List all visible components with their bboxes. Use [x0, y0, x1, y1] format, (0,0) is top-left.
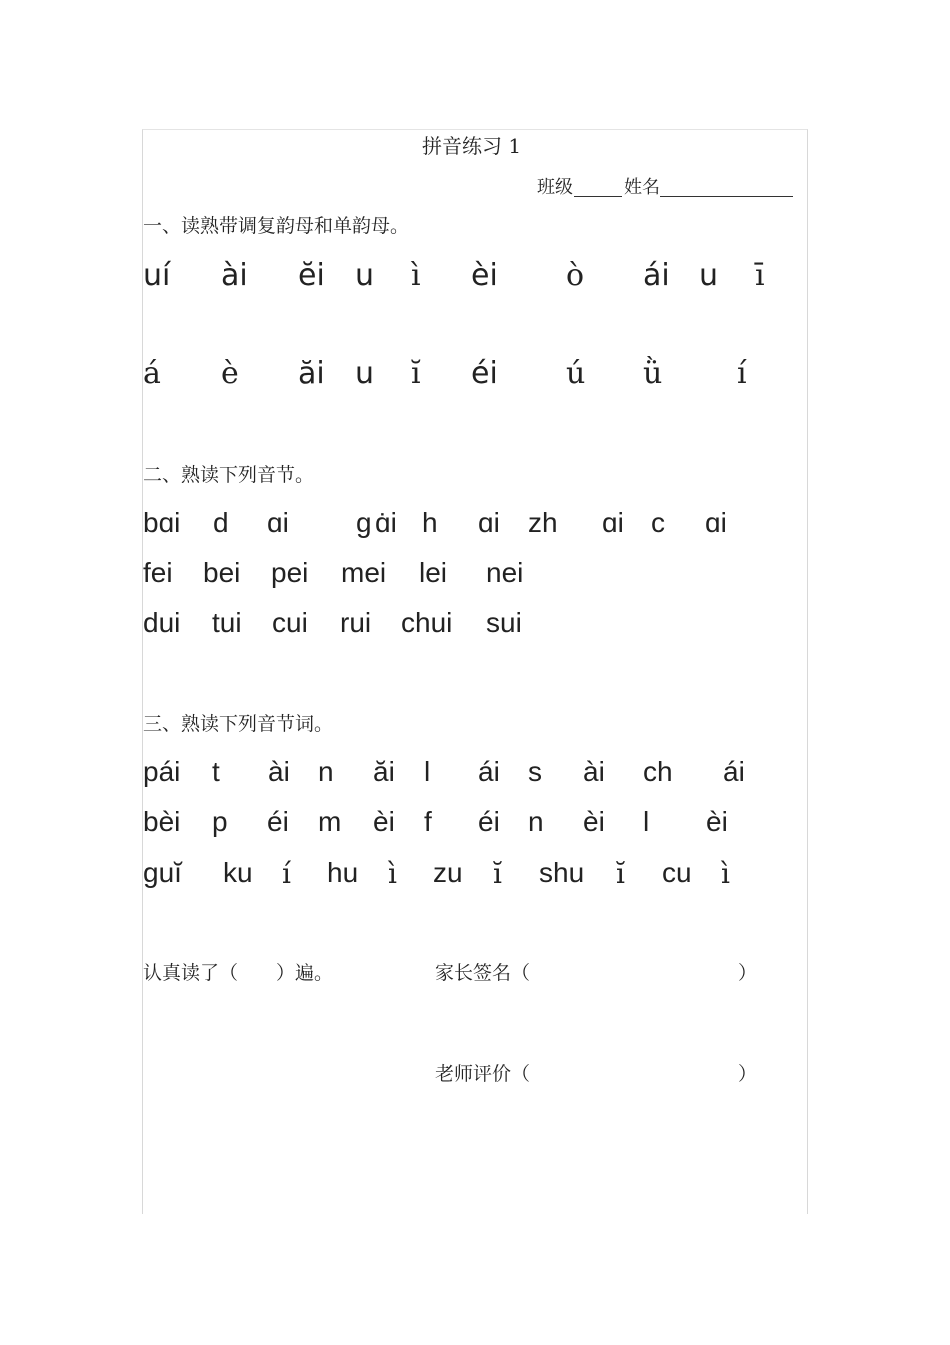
section2-heading: 二、熟读下列音节。 [143, 464, 315, 486]
word-item: ch [643, 756, 673, 787]
word-item: èi [706, 806, 728, 837]
teacher-eval-close: ） [738, 1063, 758, 1085]
section1-row2 [143, 356, 803, 400]
syllable-item: h [422, 507, 438, 538]
syllable-item: rui [340, 607, 372, 638]
pinyin-item: á [143, 356, 161, 391]
word-item: shu [539, 857, 585, 888]
name-label: 姓名 [624, 177, 660, 198]
pinyin-item: èi [471, 258, 498, 293]
pinyin-item: u [699, 258, 719, 293]
syllable-item: ɑi [705, 507, 727, 538]
word-item: éi [267, 806, 289, 837]
section1-row1 [143, 258, 803, 302]
word-item: pái [143, 756, 181, 787]
pinyin-item: ú [566, 356, 586, 391]
word-item: ì [721, 857, 730, 890]
section3-row3 [143, 857, 803, 901]
word-item: ăi [373, 756, 395, 787]
pinyin-item: ì [411, 258, 421, 293]
syllable-item: bei [203, 557, 241, 588]
syllable-item: ɑi [602, 507, 624, 538]
word-item: ái [723, 756, 745, 787]
class-label: 班级 [537, 177, 573, 198]
pinyin-item: ài [221, 258, 248, 293]
parent-sign-label: 家长签名（ [435, 962, 531, 984]
word-item: l [643, 806, 650, 837]
syllable-item: fei [143, 557, 173, 588]
syllable-item: dui [143, 607, 181, 638]
word-item: ku [223, 857, 253, 888]
teacher-eval-label: 老师评价（ [435, 1063, 531, 1085]
word-item: ĭ [493, 857, 502, 890]
syllable-item: sui [486, 607, 522, 638]
pinyin-item: í [737, 356, 747, 391]
pinyin-item: ăi [298, 356, 325, 391]
pinyin-item: ĭ [411, 356, 421, 391]
pinyin-item: uí [143, 258, 171, 293]
word-item: s [528, 756, 542, 787]
section1-heading: 一、读熟带调复韵母和单韵母。 [143, 215, 410, 237]
word-item: n [528, 806, 544, 837]
word-item: ĭ [616, 857, 625, 890]
syllable-item: zh [528, 507, 558, 538]
syllable-item: chui [401, 607, 453, 638]
word-item: p [212, 806, 228, 837]
name-blank-line [660, 196, 793, 197]
word-item: f [424, 806, 432, 837]
word-item: ài [583, 756, 605, 787]
word-item: ái [478, 756, 500, 787]
syllable-item: d [213, 507, 229, 538]
syllable-item: ɑi [478, 507, 500, 538]
word-item: t [212, 756, 220, 787]
pinyin-item: è [221, 356, 239, 391]
syllable-item: ɑ̇i [375, 507, 397, 538]
pinyin-item: u [355, 356, 375, 391]
syllable-item: mei [341, 557, 387, 588]
syllable-item: tui [212, 607, 242, 638]
pinyin-item: ǜ [643, 356, 663, 391]
word-item: í [282, 857, 291, 890]
word-item: zu [433, 857, 463, 888]
word-item: èi [583, 806, 605, 837]
read-times-field[interactable]: 认真读了（ ）遍。 [143, 962, 334, 984]
word-item: éi [478, 806, 500, 837]
syllable-item: g [356, 507, 372, 538]
syllable-item: lei [419, 557, 448, 588]
pinyin-item: ò [566, 258, 585, 293]
word-item: ì [388, 857, 397, 890]
word-item: n [318, 756, 334, 787]
syllable-item: c [651, 507, 665, 538]
syllable-item: ɑi [267, 507, 289, 538]
section2-row3 [143, 607, 803, 651]
word-item: bèi [143, 806, 181, 837]
pinyin-item: u [355, 258, 375, 293]
word-item: hu [327, 857, 359, 888]
section2-row1 [143, 507, 803, 551]
word-item: l [424, 756, 431, 787]
section3-row2 [143, 806, 803, 850]
section3-heading: 三、熟读下列音节词。 [143, 713, 334, 735]
word-item: m [318, 806, 342, 837]
syllable-item: bɑi [143, 507, 181, 538]
word-item: ài [268, 756, 290, 787]
syllable-item: nei [486, 557, 524, 588]
syllable-item: cui [272, 607, 308, 638]
page-title: 拼音练习 1 [422, 134, 522, 158]
pinyin-item: éi [471, 356, 498, 391]
word-item: èi [373, 806, 395, 837]
pinyin-item: ái [643, 258, 670, 293]
parent-sign-close: ） [738, 962, 758, 984]
word-item: guĭ [143, 857, 182, 888]
section2-row2 [143, 557, 803, 601]
word-item: cu [662, 857, 692, 888]
section3-row1 [143, 756, 803, 800]
syllable-item: pei [271, 557, 309, 588]
pinyin-item: ī [755, 258, 765, 293]
class-blank-line [574, 196, 622, 197]
pinyin-item: ĕi [298, 258, 325, 293]
